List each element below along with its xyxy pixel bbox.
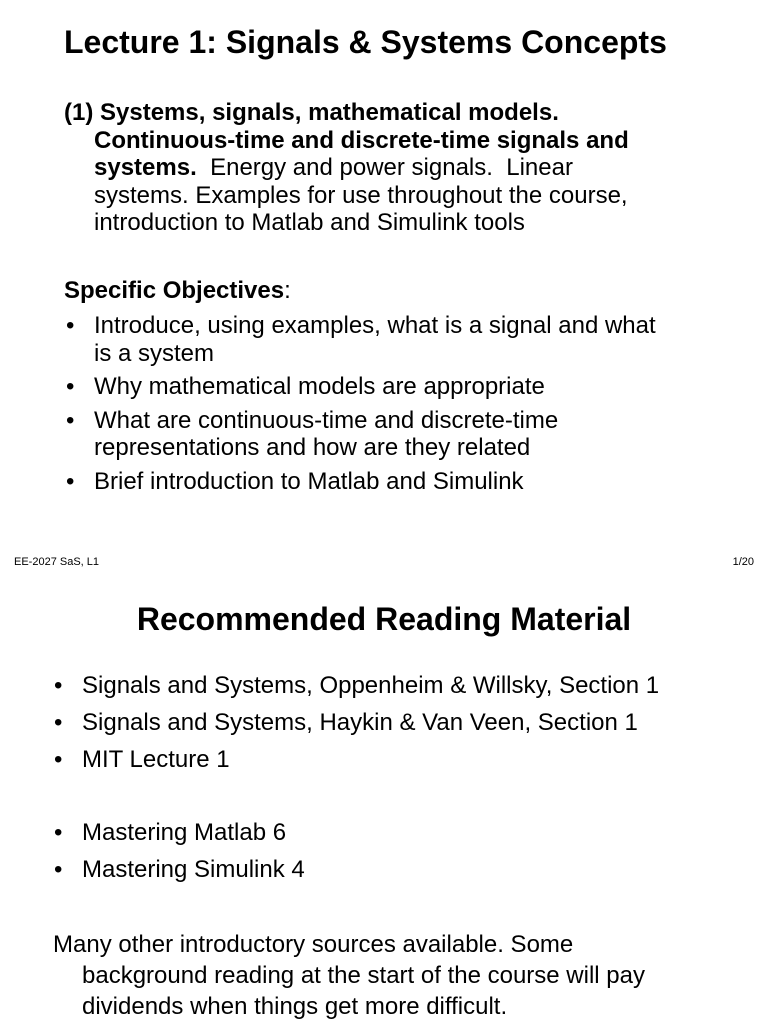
topic-paragraph	[64, 99, 724, 237]
list-item	[54, 819, 742, 847]
objectives-heading-text: Specific Objectives	[64, 277, 285, 304]
list-item	[54, 709, 742, 737]
list-item	[54, 856, 742, 884]
list-item	[66, 406, 734, 462]
list-item	[54, 672, 742, 700]
objective-1-line-2: is a system	[94, 339, 215, 367]
reading-item-1: Signals and Systems, Oppenheim & Willsky, Section 1	[82, 672, 660, 699]
list-item	[66, 467, 734, 496]
bullet-icon: •	[66, 312, 75, 339]
topic-line-3-bold: systems.	[94, 154, 197, 181]
footer-page-number: 1/20	[732, 556, 754, 568]
objectives-heading	[64, 276, 291, 306]
slide-2	[0, 575, 768, 1024]
bullet-icon: •	[66, 467, 75, 495]
bullet-icon: •	[54, 746, 63, 773]
objective-3-line-1: What are continuous-time and discrete-time	[94, 406, 559, 434]
objective-1-line-1: Introduce, using examples, what is a signal and what	[94, 312, 656, 339]
topic-line-5: introduction to Matlab and Simulink tools	[94, 209, 525, 236]
reading-item-2: Signals and Systems, Haykin & Van Veen, Section 1	[82, 709, 638, 736]
closing-line-3: dividends when things get more difficult.	[82, 993, 508, 1020]
reading-item-4: Mastering Matlab 6	[82, 819, 287, 846]
objective-2-line-1: Why mathematical models are appropriate	[94, 373, 545, 400]
objective-3-line-2: representations and how are they related	[94, 434, 531, 461]
slide-1-title: Lecture 1: Signals & Systems Concepts	[64, 24, 667, 60]
topic-line-4: systems. Examples for use throughout the course,	[94, 181, 628, 209]
slide-2-title: Recommended Reading Material	[136, 601, 632, 637]
reading-list-books	[54, 672, 742, 783]
objective-4-line-1: Brief introduction to Matlab and Simulink	[94, 467, 524, 495]
closing-line-1: Many other introductory sources available. Some	[53, 931, 574, 958]
closing-line-2: background reading at the start of the course will pay	[82, 962, 645, 989]
bullet-icon: •	[54, 672, 63, 699]
bullet-icon: •	[54, 819, 63, 846]
list-item	[54, 746, 742, 774]
reading-item-3: MIT Lecture 1	[82, 746, 230, 773]
topic-line-1: (1) Systems, signals, mathematical models.	[64, 99, 559, 126]
bullet-icon: •	[66, 406, 75, 434]
topic-line-2-bold: Continuous-time and discrete-time signals and	[94, 126, 629, 154]
reading-list-tools	[54, 819, 742, 893]
list-item	[66, 373, 734, 401]
topic-line-3	[64, 154, 724, 182]
bullet-icon: •	[54, 709, 63, 736]
list-item	[66, 312, 734, 367]
topic-line-3-normal: Energy and power signals. Linear	[196, 154, 573, 181]
bullet-icon: •	[54, 856, 63, 883]
reading-item-5: Mastering Simulink 4	[82, 856, 305, 883]
objectives-heading-colon: :	[284, 277, 291, 304]
footer-course-code: EE-2027 SaS, L1	[14, 556, 100, 568]
objectives-list	[66, 312, 734, 501]
topic-line-2	[64, 127, 724, 155]
bullet-icon: •	[66, 373, 75, 400]
closing-paragraph	[53, 929, 753, 1022]
